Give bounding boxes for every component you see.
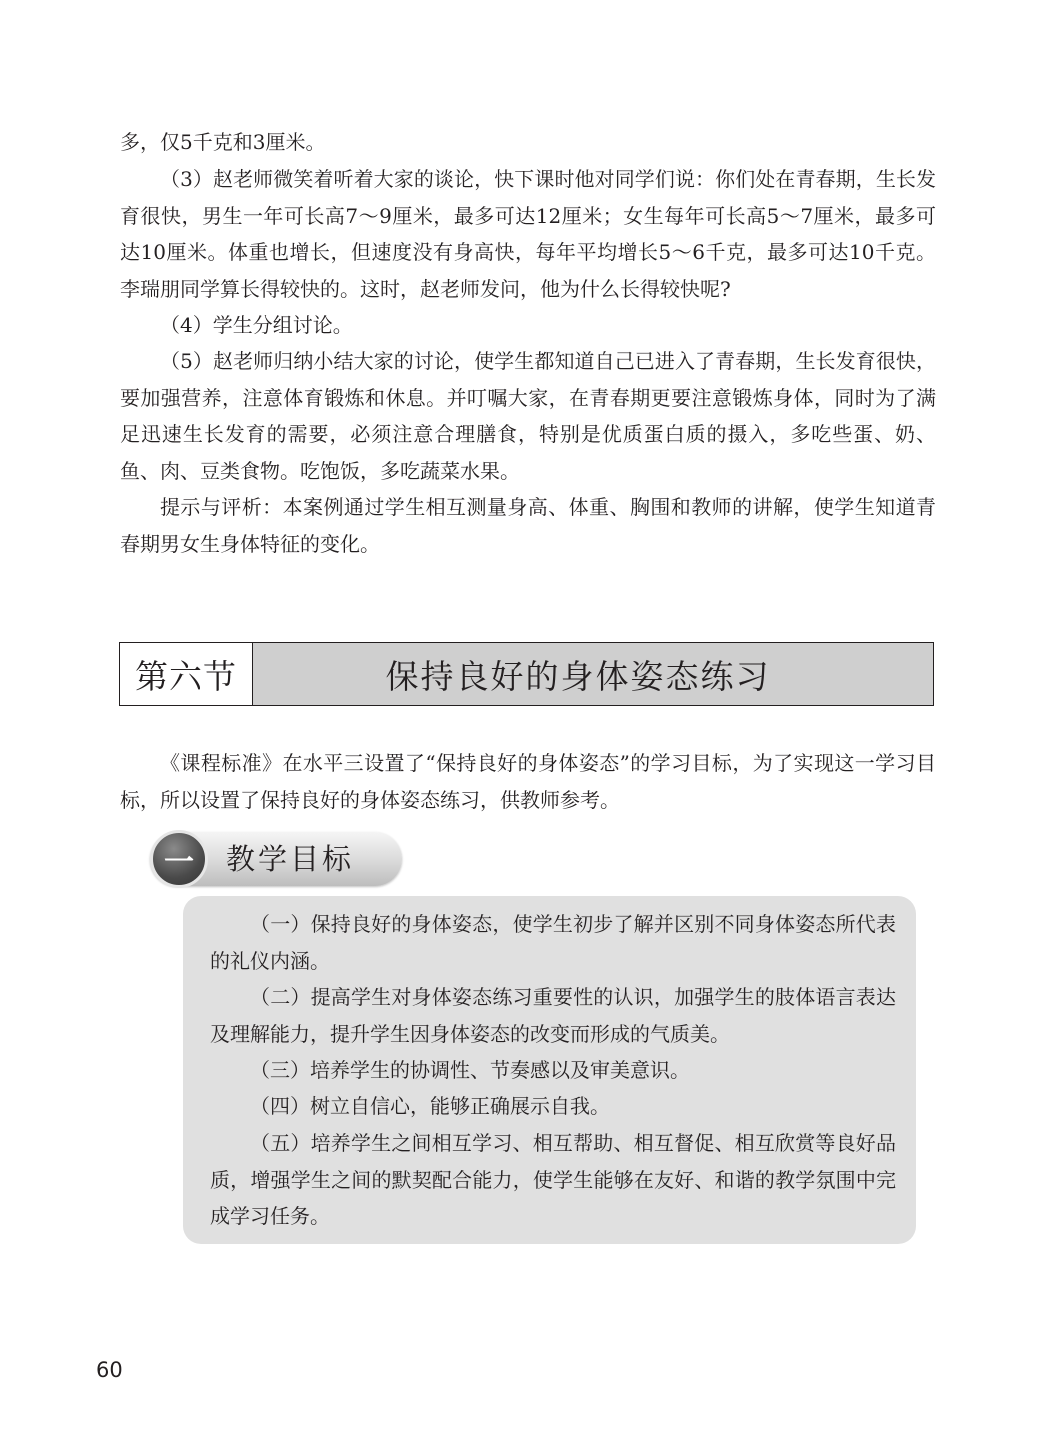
goal-item: （五）培养学生之间相互学习、相互帮助、相互督促、相互欣赏等良好品质，增强学生之间的默契配合能力，使学生能够在友好、和谐的教学氛围中完成学习任务。 [210,1131,896,1228]
section-number: 第六节 [120,643,253,705]
continued-line: 多，仅5千克和3厘米。 [120,130,326,154]
section-title: 保持良好的身体姿态练习 [253,643,933,705]
page-number: 60 [96,1358,123,1382]
subheading-number: 一 [150,830,208,888]
goal-item: （一）保持良好的身体姿态，使学生初步了解并区别不同身体姿态所代表的礼仪内涵。 [210,912,896,973]
section-intro: 《课程标准》在水平三设置了“保持良好的身体姿态”的学习目标，为了实现这一学习目标，所以设置了保持良好的身体姿态练习，供教师参考。 [120,751,936,812]
subheading-title: 教学目标 [226,842,355,876]
goal-item: （四）树立自信心，能够正确展示自我。 [250,1094,610,1118]
subheading-pill [150,832,402,886]
paragraph-step-5: （5）赵老师归纳小结大家的讨论，使学生都知道自己已进入了青春期，生长发育很快，要加强营养，注意体育锻炼和休息。并叮嘱大家，在青春期更要注意锻炼身体，同时为了满足迅速生长发育的需要，必须注意合理膳食，特别是优质蛋白质的摄入，多吃些蛋、奶、鱼、肉、豆类食物。吃饱饭，多吃蔬菜水果。 [120,349,936,483]
goal-item: （二）提高学生对身体姿态练习重要性的认识，加强学生的肢体语言表达及理解能力，提升学生因身体姿态的改变而形成的气质美。 [210,985,896,1046]
paragraph-step-3: （3）赵老师微笑着听着大家的谈论，快下课时他对同学们说：你们处在青春期，生长发育很快，男生一年可长高7～9厘米，最多可达12厘米；女生每年可长高5～7厘米，最多可达10厘米。体重也增长，但速度没有身高快，每年平均增长5～6千克，最多可达10千克。李瑞朋同学算长得较快的。这时，赵老师发问，他为什么长得较快呢? [120,167,936,301]
section-header [119,642,934,706]
goal-item: （三）培养学生的协调性、节奏感以及审美意识。 [250,1058,690,1082]
paragraph-step-4: （4）学生分组讨论。 [160,313,353,337]
paragraph-hint: 提示与评析：本案例通过学生相互测量身高、体重、胸围和教师的讲解，使学生知道青春期男女生身体特征的变化。 [120,495,936,556]
